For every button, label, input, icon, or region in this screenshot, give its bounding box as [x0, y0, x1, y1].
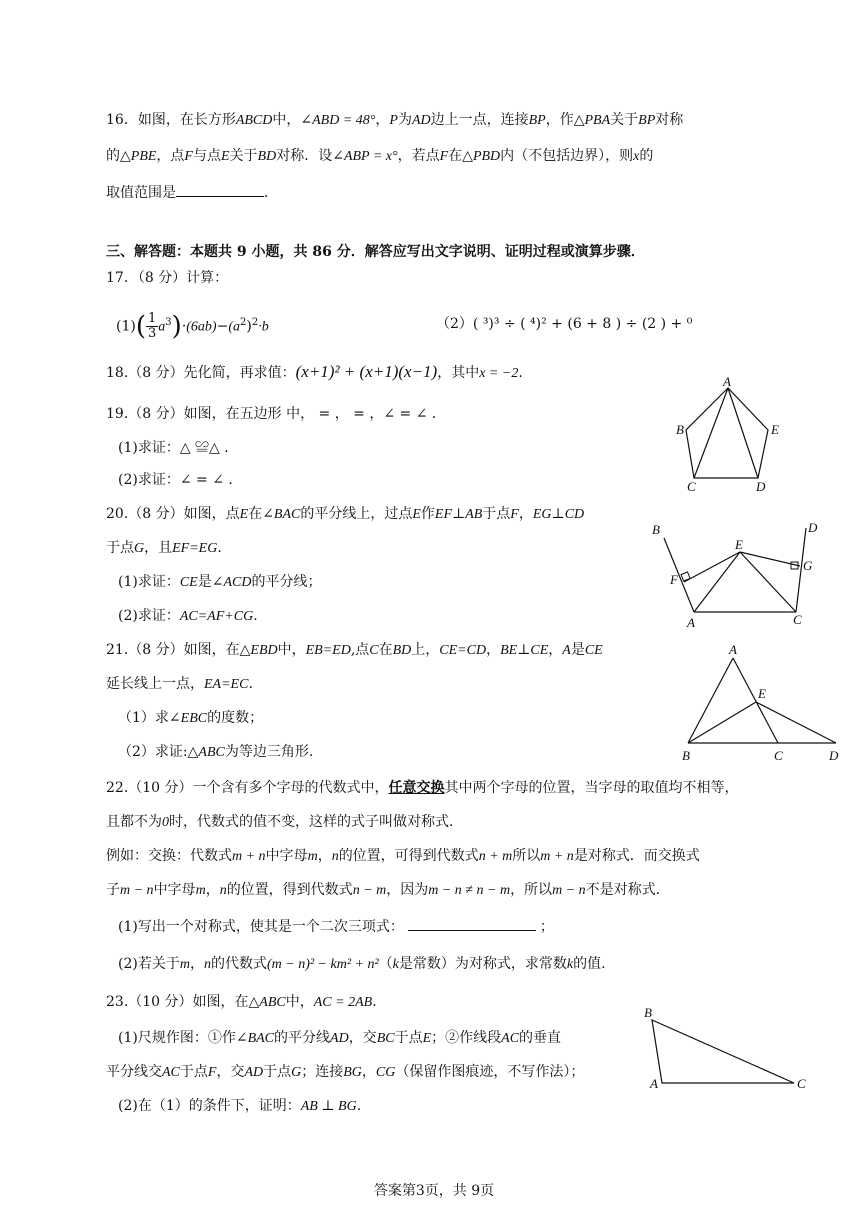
- q23-line-1: 23.（10 分）如图，在△ABC中，AC = 2AB．: [106, 994, 387, 1010]
- q23-line-3: 平分线交AC于点F，交AD于点G；连接BG，CG（保留作图痕迹，不写作法）；: [106, 1064, 585, 1080]
- q19-part-2: (2)求证：∠ = ∠ ．: [118, 472, 243, 488]
- q20-label-F: F: [670, 572, 678, 587]
- q21-label-C: C: [774, 748, 783, 763]
- q22-part-2: (2)若关于m，n的代数式(m − n)² − km² + n²（k是常数）为对称式，求常数k的值.: [118, 956, 606, 972]
- q20-part-1: (1)求证：CE是∠ACD的平分线；: [118, 574, 322, 590]
- q19-part-1: (1)求证：△ ≌△ ．: [118, 440, 239, 456]
- pentagon-label-A: A: [723, 374, 731, 389]
- q21-line-1: 21.（8 分）如图，在△EBD中，EB=ED,点C在BD上，CE=CD，BE⊥CE，A是CE: [106, 642, 603, 658]
- q16-line-3: 取值范围是 ．: [106, 182, 278, 203]
- q22-part-1: (1)写出一个对称式，使其是一个二次三项式： ；: [118, 916, 554, 937]
- q23-figure: [644, 1005, 806, 1091]
- q21-part-2: （2）求证:△ABC为等边三角形.: [118, 744, 314, 760]
- q20-label-C: C: [793, 612, 802, 627]
- q23-line-4: (2)在（1）的条件下，证明：AB ⊥ BG.: [118, 1098, 362, 1114]
- q23-label-C: C: [797, 1076, 806, 1091]
- page-footer: 答案第3页，共 9页: [373, 1183, 495, 1199]
- q20-label-D: D: [808, 520, 818, 535]
- pentagon-label-D: D: [756, 479, 766, 494]
- q23-label-A: A: [650, 1076, 658, 1091]
- pentagon-figure: [676, 374, 779, 494]
- q20-part-2: (2)求证：AC=AF+CG.: [118, 608, 258, 624]
- q22-answer-blank[interactable]: [408, 916, 536, 931]
- q18-line: 18.（8 分）先化简，再求值：(x+1)² + (x+1)(x−1)，其中x = −2.: [106, 362, 523, 381]
- q17-part-2: （2）( ³)³ ÷ ( ⁴)² + (6 + 8 ) ÷ (2 ) + ⁰: [436, 316, 693, 332]
- q20-label-A: A: [687, 615, 695, 630]
- q22-line-2: 且都不为0时，代数式的值不变，这样的式子叫做对称式．: [106, 814, 463, 830]
- q22-line-4: 子m − n中字母m，n的位置，得到代数式n − m，因为m − n ≠ n − m，所以m − n不是对称式．: [106, 882, 670, 898]
- q22-line-1: 22.（10 分）一个含有多个字母的代数式中，任意交换其中两个字母的位置，当字母的取值均不相等，: [106, 780, 739, 796]
- q16-line-2: 的△PBE，点F与点E关于BD对称．设∠ABP = x°，若点F在△PBD内（不包括边界），则x的: [106, 148, 654, 164]
- q16-line-1: 16．如图，在长方形ABCD中，∠ABD = 48°，P为AD边上一点，连接BP，作△PBA关于BP对称: [106, 112, 684, 128]
- fraction-one-third: $\frac{1}{3}$: [148, 311, 157, 341]
- q20-line-1: 20.（8 分）如图，点E在∠BAC的平分线上，过点E作EF⊥AB于点F，EG⊥CD: [106, 506, 585, 522]
- pentagon-label-E: E: [771, 422, 779, 437]
- q20-label-B: B: [652, 522, 660, 537]
- q22-line-3: 例如：交换：代数式m + n中字母m，n的位置，可得到代数式n + m所以m + n是对称式．而交换式: [106, 848, 700, 864]
- q20-label-G: G: [803, 558, 813, 573]
- pentagon-label-B: B: [676, 422, 684, 437]
- section-3-heading: 三、解答题：本题共 9 小题，共 86 分．解答应写出文字说明、证明过程或演算步骤．: [106, 244, 645, 260]
- q20-line-2: 于点G，且EF=EG.: [106, 540, 222, 556]
- q19-heading: 19.（8 分）如图，在五边形 中， = ， = ，∠ = ∠ ．: [106, 406, 446, 422]
- pentagon-label-C: C: [687, 479, 696, 494]
- q21-figure: [682, 642, 839, 763]
- q17-part-1: (1)( $\frac{1}{3}$ $a^3)\cdot(6ab)-(a^2)^2\cdot b$: [116, 311, 269, 342]
- q20-label-E: E: [735, 537, 743, 552]
- q21-label-A: A: [729, 642, 737, 657]
- q23-line-2: (1)尺规作图：①作∠BAC的平分线AD，交BC于点E；②作线段AC的垂直: [118, 1030, 562, 1046]
- q21-line-2: 延长线上一点，EA=EC.: [106, 676, 253, 692]
- q20-figure: [652, 520, 818, 630]
- q21-label-D: D: [829, 748, 839, 763]
- q21-part-1: （1）求∠EBC的度数；: [118, 710, 264, 726]
- q21-label-B: B: [682, 748, 690, 763]
- q23-label-B: B: [644, 1005, 652, 1020]
- q21-label-E: E: [758, 686, 766, 701]
- q17-heading: 17．（8 分）计算：: [106, 270, 229, 286]
